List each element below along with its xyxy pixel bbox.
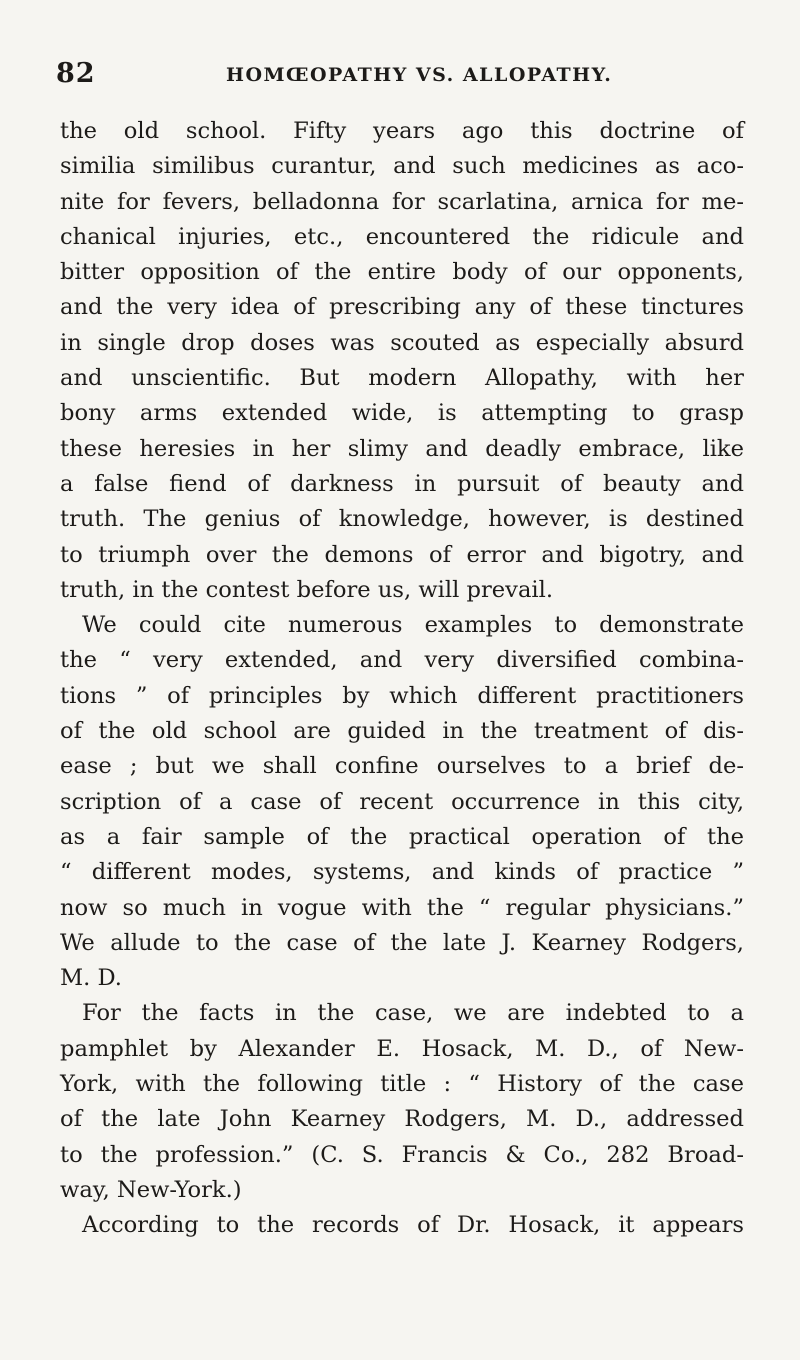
text-line: truth, in the contest before us, will prevail. — [60, 576, 554, 603]
text-line: to the profession.” (C. S. Francis & Co., 282 Broad- — [60, 1141, 744, 1168]
text-line: nite for fevers, belladonna for scarlatina, arnica for me- — [60, 188, 744, 215]
page-number: 82 — [56, 58, 96, 89]
text-line: “ different modes, systems, and kinds of practice ” — [60, 859, 744, 886]
text-line: According to the records of Dr. Hosack, it appears — [82, 1212, 744, 1239]
text-line: of the old school are guided in the treatment of dis- — [60, 718, 744, 745]
text-line: For the facts in the case, we are indebted to a — [82, 1000, 744, 1027]
text-line: bony arms extended wide, is attempting to grasp — [60, 400, 744, 427]
text-line: We could cite numerous examples to demonstrate — [82, 612, 744, 639]
body-text — [60, 114, 744, 1244]
text-line: as a fair sample of the practical operation of the — [60, 823, 744, 850]
text-line: and unscientific. But modern Allopathy, with her — [60, 365, 744, 392]
text-line: ease ; but we shall confine ourselves to a brief de- — [60, 753, 744, 780]
text-line: way, New-York.) — [60, 1176, 242, 1203]
text-line: to triumph over the demons of error and bigotry, and — [60, 541, 744, 568]
text-line: We allude to the case of the late J. Kearney Rodgers, — [60, 929, 744, 956]
text-line: similia similibus curantur, and such medicines as aco- — [60, 153, 744, 180]
text-line: now so much in vogue with the “ regular physicians.” — [60, 894, 744, 921]
text-line: of the late John Kearney Rodgers, M. D., addressed — [60, 1106, 744, 1133]
text-line: these heresies in her slimy and deadly embrace, like — [60, 435, 744, 462]
text-line: scription of a case of recent occurrence in this city, — [60, 788, 744, 815]
text-line: chanical injuries, etc., encountered the ridicule and — [60, 223, 744, 250]
text-line: pamphlet by Alexander E. Hosack, M. D., of New- — [60, 1035, 744, 1062]
text-line: M. D. — [60, 965, 122, 992]
text-line: the “ very extended, and very diversified combina- — [60, 647, 744, 674]
text-line: tions ” of principles by which different practitioners — [60, 682, 744, 709]
text-line: and the very idea of prescribing any of these tinctures — [60, 294, 744, 321]
text-line: bitter opposition of the entire body of our opponents, — [60, 259, 744, 286]
text-line: York, with the following title : “ History of the case — [60, 1071, 744, 1098]
text-line: the old school. Fifty years ago this doctrine of — [60, 118, 744, 144]
text-line: a false fiend of darkness in pursuit of beauty and — [60, 470, 744, 497]
text-line: in single drop doses was scouted as especially absurd — [60, 329, 744, 356]
page-header — [56, 58, 756, 88]
running-head: HOMŒOPATHY VS. ALLOPATHY. — [226, 64, 613, 86]
text-line: truth. The genius of knowledge, however, is destined — [60, 506, 744, 533]
